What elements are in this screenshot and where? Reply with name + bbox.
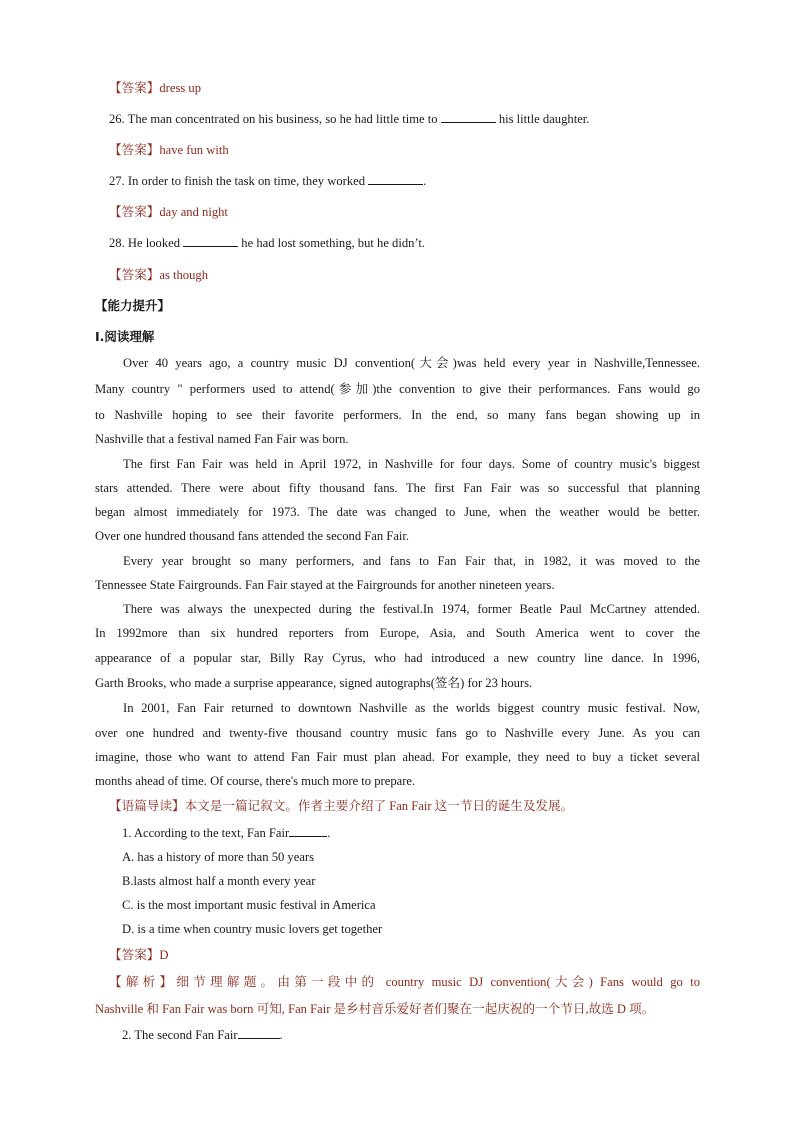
answer-27 <box>109 204 714 220</box>
passage-line: The first Fan Fair was held in April 1972, in Nashville for four days. Some of country music's biggest <box>123 457 700 471</box>
answer-blank <box>238 1027 280 1039</box>
answer-blank <box>289 825 327 837</box>
answer-blank <box>441 111 496 123</box>
guide-tag: 【语篇导读】 <box>109 799 185 813</box>
passage-line: In 2001, Fan Fair returned to downtown Nashville as the worlds biggest country music festival. Now, <box>123 701 700 715</box>
answer-tag: 【答案】 <box>109 81 160 95</box>
question-text: 28. He looked <box>109 236 184 250</box>
question-text: he had lost something, but he didn’t. <box>238 236 426 250</box>
section-title: 【能力提升】 <box>95 298 171 313</box>
answer-tag: 【答案】 <box>109 948 160 962</box>
guide-text: 本文是一篇记叙文。作者主要介绍了 Fan Fair 这一节日的诞生及发展。 <box>184 799 574 813</box>
passage-line: Tennessee State Fairgrounds. Fan Fair stayed at the Fairgrounds for another nineteen years. <box>95 578 555 592</box>
answer-28 <box>109 267 714 283</box>
answer-blank <box>368 173 423 185</box>
passage-line: Over one hundred thousand fans attended the second Fan Fair. <box>95 529 410 543</box>
option-d: D. is a time when country music lovers get together <box>122 922 383 936</box>
passage-line: Garth Brooks, who made a surprise appearance, signed autographs(签名) for 23 hours. <box>95 676 533 690</box>
passage-guide <box>109 798 714 814</box>
option-b: B.lasts almost half a month every year <box>122 874 316 888</box>
passage-line: stars attended. There were about fifty thousand fans. The first Fan Fair was so successful that planning <box>95 481 700 495</box>
answer-26 <box>109 142 714 158</box>
question-text: . <box>279 1028 283 1042</box>
passage-line: In 1992more than six hundred reporters from Europe, Asia, and South America went to cover the <box>95 626 700 640</box>
passage-line: Every year brought so many performers, and fans to Fan Fair that, in 1982, it was moved to the <box>123 554 700 568</box>
passage-line: There was always the unexpected during the festival.In 1974, former Beatle Paul McCartney attended. <box>123 602 700 616</box>
question-28 <box>109 235 714 251</box>
passage-line: Many country " performers used to attend(参加)the convention to give their performances. Fans would go <box>95 382 700 396</box>
answer-text: D <box>159 948 169 962</box>
question-text: 2. The second Fan Fair <box>122 1028 238 1042</box>
question-text: 1. According to the text, Fan Fair <box>122 826 290 840</box>
analysis-line: 【解析】细节理解题。由第一段中的 country music DJ convention(大会) Fans would go to <box>109 975 700 989</box>
answer-text: dress up <box>159 81 201 95</box>
passage-line: imagine, those who want to attend Fan Fair must plan ahead. For example, they need to buy a ticket several <box>95 750 700 764</box>
passage-line: Nashville that a festival named Fan Fair was born. <box>95 432 349 446</box>
question-27 <box>109 173 714 189</box>
answer-text: have fun with <box>159 143 229 157</box>
passage-line: over one hundred and twenty-five thousand country music fans go to Nashville every June. As you can <box>95 726 700 740</box>
section-subtitle: Ⅰ.阅读理解 <box>95 329 155 344</box>
question-26 <box>109 111 714 127</box>
answer-text: day and night <box>159 205 228 219</box>
passage-line: began almost immediately for 1973. The date was changed to June, when the weather would be better. <box>95 505 700 519</box>
reading-question-1 <box>122 825 727 841</box>
question-text: . <box>423 174 427 188</box>
passage-line: to Nashville hoping to see their favorite performers. In the end, so many fans began showing up in <box>95 408 700 422</box>
passage-line: Over 40 years ago, a country music DJ convention(大会)was held every year in Nashville,Tennessee. <box>123 356 700 370</box>
question-text: . <box>327 826 331 840</box>
answer-blank <box>183 235 238 247</box>
passage-line: months ahead of time. Of course, there's much more to prepare. <box>95 774 416 788</box>
option-c: C. is the most important music festival in America <box>122 898 376 912</box>
answer-25 <box>109 80 714 96</box>
answer-tag: 【答案】 <box>109 205 160 219</box>
answer-text: as though <box>159 268 208 282</box>
answer-tag: 【答案】 <box>109 143 160 157</box>
question-text: 26. The man concentrated on his business, so he had little time to <box>109 112 441 126</box>
analysis-line: Nashville 和 Fan Fair was born 可知, Fan Fair 是乡村音乐爱好者们聚在一起庆祝的一个节日,故选 D 项。 <box>95 1002 655 1016</box>
answer-tag: 【答案】 <box>109 268 160 282</box>
question-text: his little daughter. <box>495 112 590 126</box>
passage-line: appearance of a popular star, Billy Ray Cyrus, who had introduced a new country line dance. In 1996, <box>95 651 700 665</box>
reading-question-2 <box>122 1027 727 1043</box>
question-text: 27. In order to finish the task on time, they worked <box>109 174 369 188</box>
option-a: A. has a history of more than 50 years <box>122 850 315 864</box>
answer-q1 <box>109 947 714 963</box>
